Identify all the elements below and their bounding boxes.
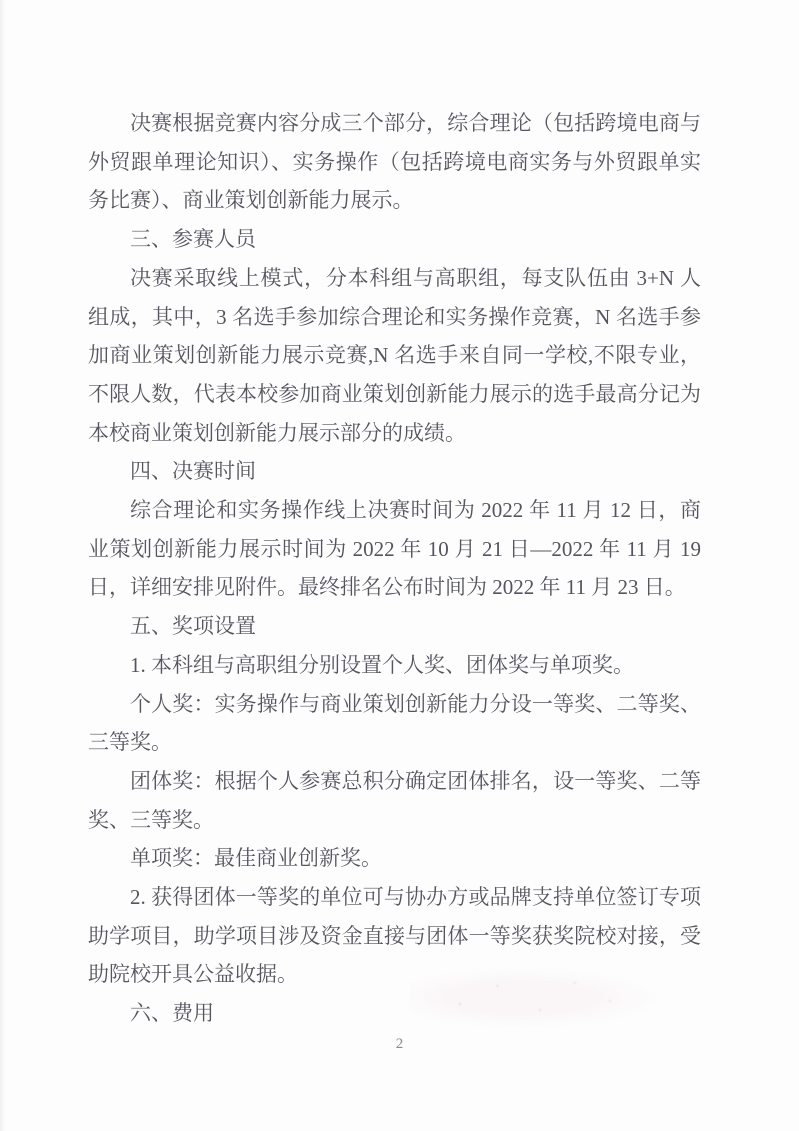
heading-participants: 三、参赛人员 (130, 227, 256, 252)
paragraph-single-award: 单项奖：最佳商业创新奖。 (130, 846, 382, 871)
document-body (88, 104, 701, 1033)
paragraph-participants: 决赛采取线上模式，分本科组与高职组，每支队伍由 3+N 人组成，其中，3 名选手参加综合理论和实务操作竞赛，N 名选手参加商业策划创新能力展示竞赛,N 名选手来自同一学校,不限专业，不限人数，代表本校参加商业策划创新能力展示的选手最高分记为本校商业策划创新能力展示部分的成绩。 (88, 265, 701, 445)
paragraph-finals-structure: 决赛根据竞赛内容分成三个部分，综合理论（包括跨境电商与外贸跟单理论知识）、实务操作（包括跨境电商实务与外贸跟单实务比赛）、商业策划创新能力展示。 (88, 111, 701, 213)
paragraph-individual-award: 个人奖：实务操作与商业策划创新能力分设一等奖、二等奖、三等奖。 (88, 691, 701, 755)
heading-awards: 五、奖项设置 (130, 614, 256, 639)
scan-edge-shadow (0, 0, 5, 1131)
paragraph-final-schedule: 综合理论和实务操作线上决赛时间为 2022 年 11 月 12 日，商业策划创新能力展示时间为 2022 年 10 月 21 日—2022 年 11 月 19 日，详细安排见附件。最终排名公布时间为 2022 年 11 月 23 日。 (88, 498, 701, 600)
heading-fees: 六、费用 (130, 1001, 214, 1026)
paragraph-award-groups: 1. 本科组与高职组分别设置个人奖、团体奖与单项奖。 (130, 652, 634, 677)
page-number: 2 (395, 1036, 404, 1052)
heading-final-schedule: 四、决赛时间 (130, 459, 256, 484)
paragraph-sponsorship: 2. 获得团体一等奖的单位可与协办方或品牌支持单位签订专项助学项目，助学项目涉及资金直接与团体一等奖获奖院校对接，受助院校开具公益收据。 (88, 885, 701, 987)
paragraph-team-award: 团体奖：根据个人参赛总积分确定团体排名，设一等奖、二等奖、三等奖。 (88, 768, 701, 832)
